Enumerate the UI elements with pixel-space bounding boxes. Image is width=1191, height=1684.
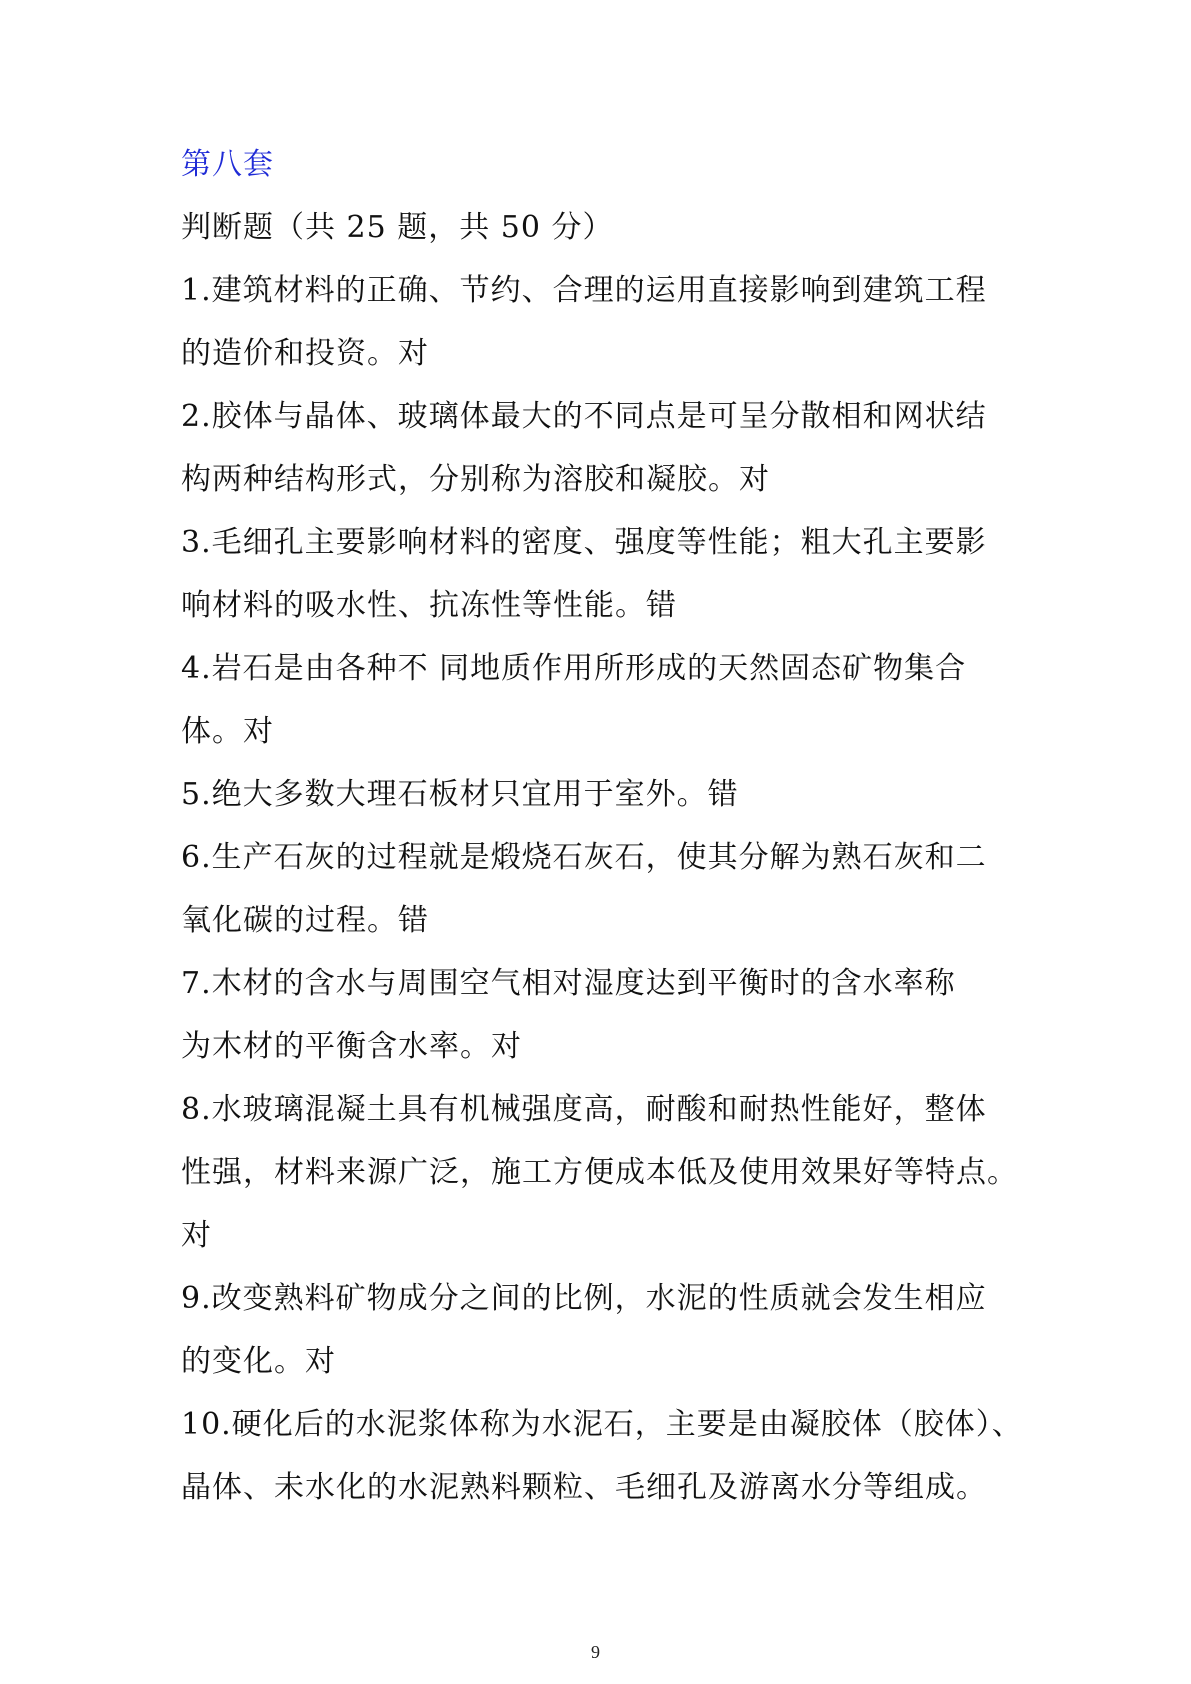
text-line: 6.生产石灰的过程就是煅烧石灰石，使其分解为熟石灰和二	[181, 840, 987, 875]
text-line: 对	[181, 1218, 212, 1253]
page-number: 9	[591, 1642, 600, 1662]
text-line: 为木材的平衡含水率。对	[181, 1029, 522, 1064]
text-line: 1.建筑材料的正确、节约、合理的运用直接影响到建筑工程	[181, 273, 987, 308]
document-body	[181, 133, 1021, 1519]
text-line: 的变化。对	[181, 1344, 336, 1379]
text-line: 的造价和投资。对	[181, 336, 429, 371]
text-line: 体。对	[181, 714, 274, 749]
document-title: 第八套	[181, 147, 274, 182]
text-line: 7.木材的含水与周围空气相对湿度达到平衡时的含水率称	[181, 966, 956, 1001]
text-line: 2.胶体与晶体、玻璃体最大的不同点是可呈分散相和网状结	[181, 399, 987, 434]
text-line: 3.毛细孔主要影响材料的密度、强度等性能；粗大孔主要影	[181, 525, 987, 560]
section-heading: 判断题（共 25 题，共 50 分）	[181, 210, 614, 245]
text-line: 4.岩石是由各种不 同地质作用所形成的天然固态矿物集合	[181, 651, 967, 686]
text-line: 9.改变熟料矿物成分之间的比例，水泥的性质就会发生相应	[181, 1281, 987, 1316]
text-line: 5.绝大多数大理石板材只宜用于室外。错	[181, 777, 739, 812]
text-line: 响材料的吸水性、抗冻性等性能。错	[181, 588, 677, 623]
text-line: 10.硬化后的水泥浆体称为水泥石，主要是由凝胶体（胶体）、	[181, 1407, 1023, 1442]
text-line: 氧化碳的过程。错	[181, 903, 429, 938]
text-line: 8.水玻璃混凝土具有机械强度高，耐酸和耐热性能好，整体	[181, 1092, 987, 1127]
text-line: 晶体、未水化的水泥熟料颗粒、毛细孔及游离水分等组成。	[181, 1470, 987, 1505]
text-line: 构两种结构形式，分别称为溶胶和凝胶。对	[181, 462, 770, 497]
text-line: 性强，材料来源广泛，施工方便成本低及使用效果好等特点。	[181, 1155, 1018, 1190]
